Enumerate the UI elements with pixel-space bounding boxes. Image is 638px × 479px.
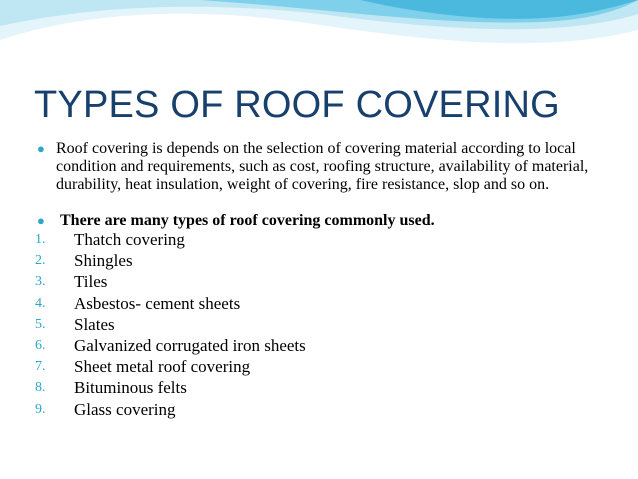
list-item-text: Thatch covering	[74, 230, 185, 249]
list-number: 9.	[35, 401, 46, 417]
bullet-icon: ●	[37, 141, 45, 156]
list-number: 2.	[35, 253, 46, 269]
list-number: 5.	[35, 316, 46, 332]
bullet-text: There are many types of roof covering commonly used.	[60, 212, 435, 229]
list-item-text: Shingles	[74, 251, 133, 271]
bullet-roof-covering-intro	[37, 140, 616, 194]
list-number: 4.	[35, 295, 46, 311]
list-item-text: Sheet metal roof covering	[74, 357, 251, 377]
list-item-text: Galvanized corrugated iron sheets	[74, 335, 306, 355]
list-item-text: Asbestos- cement sheets	[74, 293, 241, 313]
list-number: 6.	[35, 337, 46, 353]
bullet-types-heading	[37, 212, 620, 230]
list-item-text: Glass covering	[74, 399, 176, 419]
list-number: 3.	[35, 274, 46, 290]
list-item-text: Slates	[74, 314, 115, 334]
bullet-icon: ●	[37, 213, 45, 228]
list-number: 1.	[35, 232, 46, 247]
header-wave-decoration	[0, 0, 638, 80]
slide-title: TYPES OF ROOF COVERING	[34, 84, 560, 126]
list-number: 7.	[35, 359, 46, 375]
list-number: 8.	[35, 380, 46, 396]
list-item-text: Tiles	[74, 272, 108, 292]
bullet-text: Roof covering is depends on the selection of covering material according to local condition and requirements, such as cost, roofing structure, availability of material, durability, heat insulation, weight of covering, fire resistance, slop and so on.	[56, 140, 589, 193]
list-item-text: Bituminous felts	[74, 378, 187, 398]
